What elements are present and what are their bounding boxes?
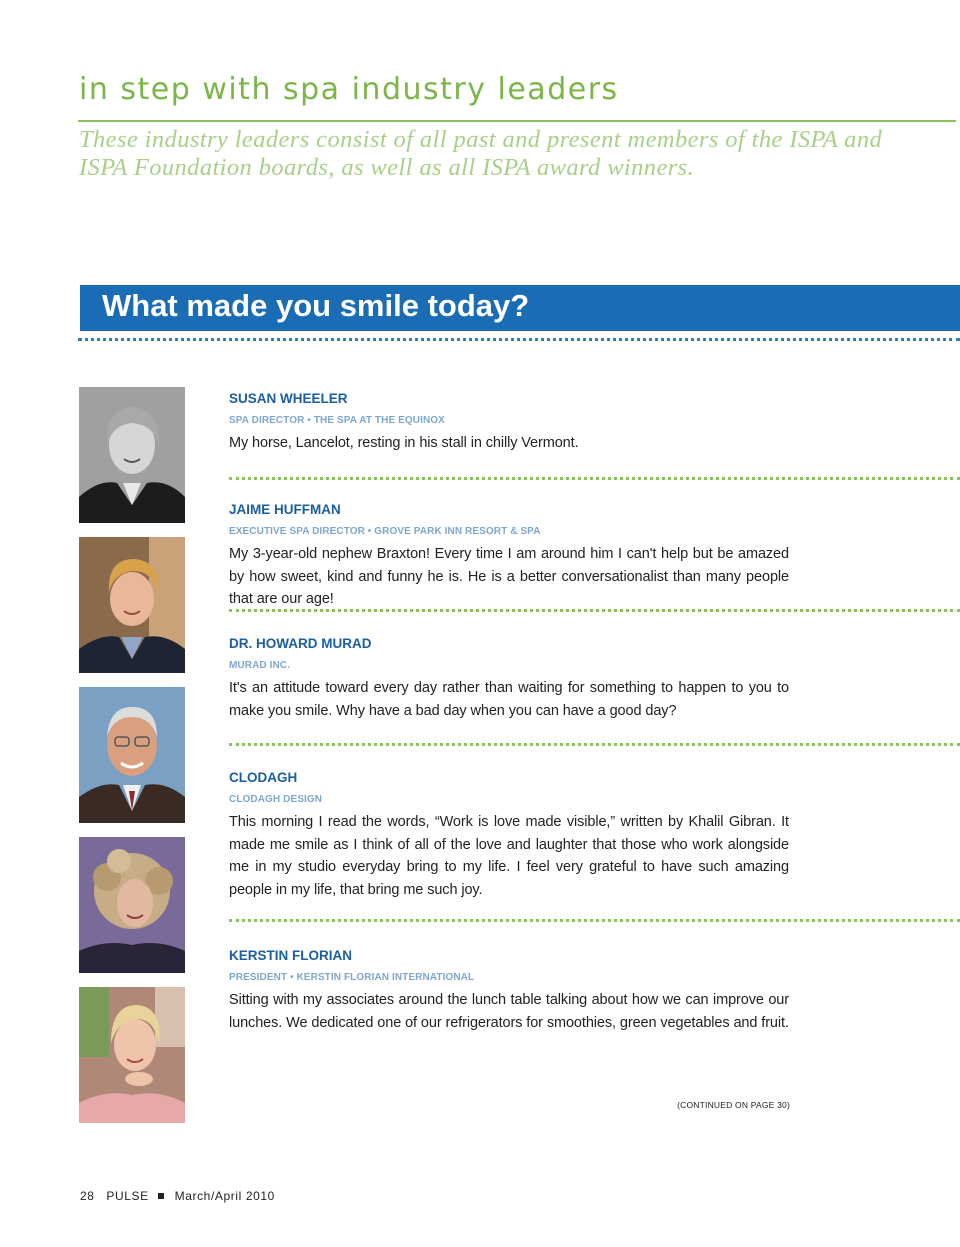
photo-howard-murad	[79, 687, 185, 823]
entry-role: SPA DIRECTOR • THE SPA AT THE EQUINOX	[229, 415, 445, 426]
continued-note: (CONTINUED ON PAGE 30)	[677, 1100, 790, 1110]
title-rule	[78, 120, 956, 122]
entry-jaime-huffman	[229, 501, 789, 611]
banner-dotted-divider	[78, 338, 960, 341]
photo-susan-wheeler	[79, 387, 185, 523]
banner-title: What made you smile today?	[102, 288, 530, 323]
entry-divider	[229, 477, 960, 480]
entry-quote: This morning I read the words, “Work is love made visible,” written by Khalil Gibran. It made me smile as I think of all of the love and laughter that those who work alongside me in my studio everyday bring to my life. I feel very grateful to have such amazing people in my life, that bring me such joy.	[229, 814, 789, 898]
entry-role: PRESIDENT • KERSTIN FLORIAN INTERNATIONAL	[229, 972, 475, 983]
entry-quote: It's an attitude toward every day rather than waiting for something to happen to you to make you smile. Why have a bad day when you can have a good day?	[229, 680, 789, 719]
issue-date: March/April 2010	[174, 1189, 275, 1203]
entry-name: JAIME HUFFMAN	[229, 502, 341, 517]
entry-quote: My 3-year-old nephew Braxton! Every time I am around him I can't help but be amazed by how sweet, kind and funny he is. He is a better conversationalist than many people that are our age!	[229, 546, 789, 607]
entry-name: KERSTIN FLORIAN	[229, 948, 352, 963]
entry-role: MURAD INC.	[229, 660, 290, 671]
entry-divider	[229, 609, 960, 612]
entry-quote: My horse, Lancelot, resting in his stall in chilly Vermont.	[229, 435, 579, 451]
entry-kerstin-florian	[229, 947, 789, 1034]
intro-text: These industry leaders consist of all past and present members of the ISPA and ISPA Foundation boards, as well as all ISPA award winners.	[79, 126, 883, 181]
page-footer	[80, 1189, 275, 1203]
entry-name: DR. HOWARD MURAD	[229, 636, 372, 651]
magazine-name: PULSE	[106, 1189, 149, 1203]
separator-square-icon	[158, 1193, 164, 1199]
photo-jaime-huffman	[79, 537, 185, 673]
entry-clodagh	[229, 769, 789, 901]
entry-role: CLODAGH DESIGN	[229, 794, 323, 805]
entry-susan-wheeler	[229, 390, 789, 455]
entry-divider	[229, 743, 960, 746]
entry-name: CLODAGH	[229, 770, 298, 785]
entry-howard-murad	[229, 635, 789, 722]
photo-clodagh	[79, 837, 185, 973]
section-title: in step with spa industry leaders	[79, 72, 619, 107]
entry-name: SUSAN WHEELER	[229, 391, 348, 406]
entry-role: EXECUTIVE SPA DIRECTOR • GROVE PARK INN RESORT & SPA	[229, 526, 541, 537]
photo-kerstin-florian	[79, 987, 185, 1123]
page-number: 28	[80, 1189, 95, 1203]
entry-divider	[229, 919, 960, 922]
entry-quote: Sitting with my associates around the lunch table talking about how we can improve our lunches. We dedicated one of our refrigerators for smoothies, green vegetables and fruit.	[229, 992, 789, 1031]
